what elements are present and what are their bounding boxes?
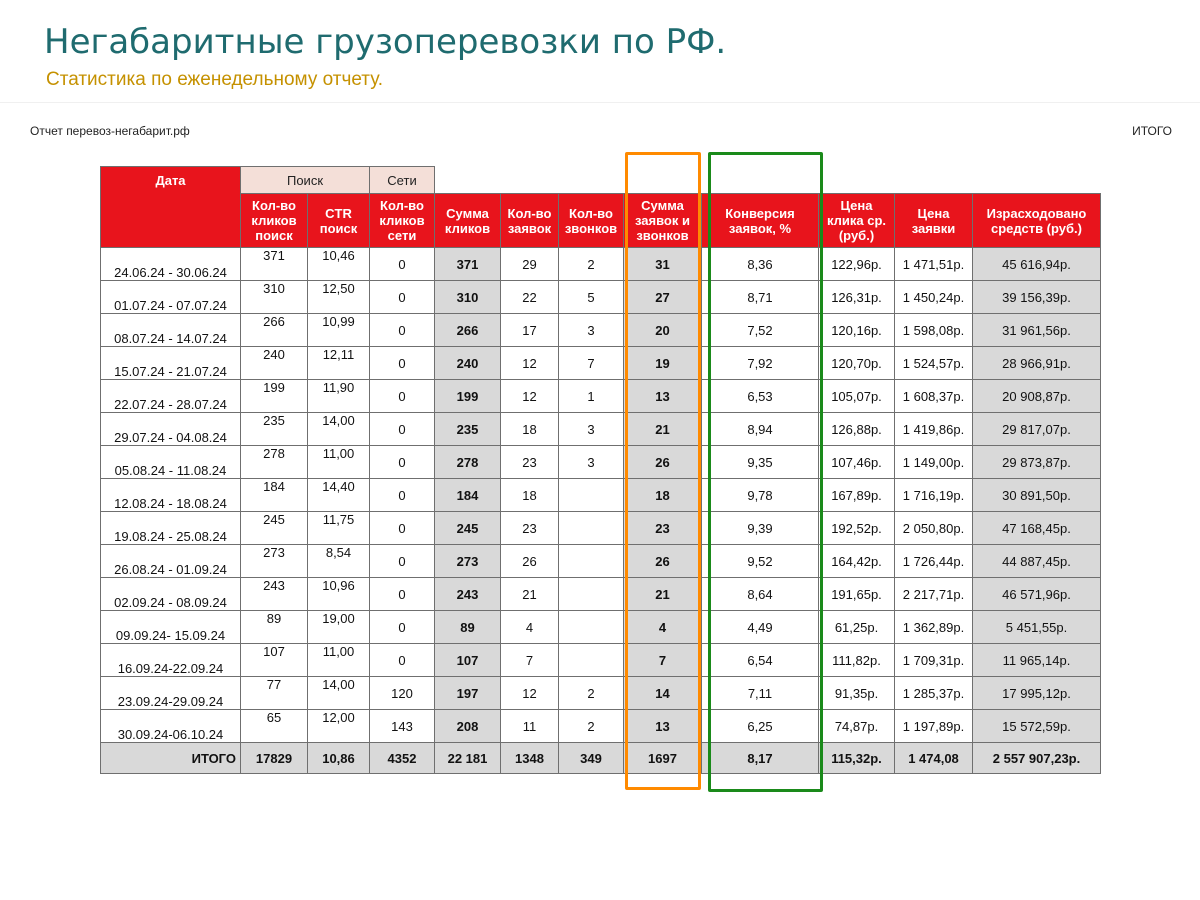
total-clicks-cell: 235: [435, 413, 501, 446]
spent-cell: 17 995,12р.: [973, 677, 1101, 710]
requests-calls-cell: 18: [624, 479, 702, 512]
conversion-cell: 7,92: [702, 347, 819, 380]
calls-cell: [559, 512, 624, 545]
spent-cell: 39 156,39р.: [973, 281, 1101, 314]
requests-cell: 11: [501, 710, 559, 743]
conversion-cell: 6,25: [702, 710, 819, 743]
request-price-cell: 1 716,19р.: [895, 479, 973, 512]
conversion-cell: 6,53: [702, 380, 819, 413]
request-price-cell: 1 726,44р.: [895, 545, 973, 578]
conversion-cell: 8,64: [702, 578, 819, 611]
click-price-cell: 126,88р.: [819, 413, 895, 446]
search-clicks-cell: 240: [241, 347, 308, 380]
requests-cell: 12: [501, 380, 559, 413]
ctr-cell: 14,40: [308, 479, 370, 512]
network-clicks-cell: 0: [370, 248, 435, 281]
requests-calls-cell: 14: [624, 677, 702, 710]
total-clicks-cell: 310: [435, 281, 501, 314]
calls-cell: 2: [559, 677, 624, 710]
click-price-cell: 107,46р.: [819, 446, 895, 479]
total-requests: 1348: [501, 743, 559, 774]
total-request-price: 1 474,08: [895, 743, 973, 774]
network-clicks-cell: 0: [370, 644, 435, 677]
click-price-cell: 122,96р.: [819, 248, 895, 281]
date-cell: 19.08.24 - 25.08.24: [101, 512, 241, 545]
search-clicks-cell: 184: [241, 479, 308, 512]
header-click-price: Цена клика ср. (руб.): [819, 194, 895, 248]
calls-cell: 3: [559, 413, 624, 446]
network-clicks-cell: 0: [370, 380, 435, 413]
header-group-search: Поиск: [241, 167, 370, 194]
page-subtitle: Статистика по еженедельному отчету.: [46, 69, 384, 90]
date-cell: 08.07.24 - 14.07.24: [101, 314, 241, 347]
total-label-cell: ИТОГО: [101, 743, 241, 774]
request-price-cell: 1 285,37р.: [895, 677, 973, 710]
report-source-label: Отчет перевоз-негабарит.рф: [30, 124, 190, 138]
header-group-row: [101, 167, 1101, 194]
date-cell: 22.07.24 - 28.07.24: [101, 380, 241, 413]
total-click-price: 115,32р.: [819, 743, 895, 774]
total-clicks-cell: 243: [435, 578, 501, 611]
request-price-cell: 2 050,80р.: [895, 512, 973, 545]
request-price-cell: 1 362,89р.: [895, 611, 973, 644]
total-total-clicks: 22 181: [435, 743, 501, 774]
total-row: [101, 743, 1101, 774]
search-clicks-cell: 245: [241, 512, 308, 545]
search-clicks-cell: 65: [241, 710, 308, 743]
header-search-clicks: Кол-во кликов поиск: [241, 194, 308, 248]
requests-cell: 22: [501, 281, 559, 314]
total-clicks-cell: 107: [435, 644, 501, 677]
network-clicks-cell: 0: [370, 446, 435, 479]
calls-cell: [559, 479, 624, 512]
spent-cell: 46 571,96р.: [973, 578, 1101, 611]
total-calls: 349: [559, 743, 624, 774]
date-cell: 16.09.24-22.09.24: [101, 644, 241, 677]
conversion-cell: 9,35: [702, 446, 819, 479]
conversion-cell: 7,52: [702, 314, 819, 347]
header-spacer: [435, 167, 1101, 194]
network-clicks-cell: 143: [370, 710, 435, 743]
table-row: [101, 512, 1101, 545]
ctr-cell: 10,99: [308, 314, 370, 347]
request-price-cell: 1 524,57р.: [895, 347, 973, 380]
click-price-cell: 91,35р.: [819, 677, 895, 710]
requests-cell: 29: [501, 248, 559, 281]
click-price-cell: 167,89р.: [819, 479, 895, 512]
ctr-cell: 14,00: [308, 413, 370, 446]
network-clicks-cell: 0: [370, 347, 435, 380]
requests-calls-cell: 20: [624, 314, 702, 347]
total-requests-calls: 1697: [624, 743, 702, 774]
total-clicks-cell: 273: [435, 545, 501, 578]
requests-cell: 12: [501, 347, 559, 380]
conversion-cell: 8,36: [702, 248, 819, 281]
click-price-cell: 164,42р.: [819, 545, 895, 578]
table-row: [101, 611, 1101, 644]
search-clicks-cell: 243: [241, 578, 308, 611]
conversion-cell: 7,11: [702, 677, 819, 710]
search-clicks-cell: 89: [241, 611, 308, 644]
header-row: [101, 194, 1101, 248]
search-clicks-cell: 235: [241, 413, 308, 446]
total-clicks-cell: 266: [435, 314, 501, 347]
requests-cell: 21: [501, 578, 559, 611]
spent-cell: 44 887,45р.: [973, 545, 1101, 578]
click-price-cell: 74,87р.: [819, 710, 895, 743]
request-price-cell: 2 217,71р.: [895, 578, 973, 611]
network-clicks-cell: 0: [370, 611, 435, 644]
requests-calls-cell: 13: [624, 380, 702, 413]
ctr-cell: 19,00: [308, 611, 370, 644]
requests-cell: 23: [501, 512, 559, 545]
conversion-cell: 9,78: [702, 479, 819, 512]
conversion-cell: 6,54: [702, 644, 819, 677]
total-ctr: 10,86: [308, 743, 370, 774]
requests-calls-cell: 26: [624, 545, 702, 578]
spent-cell: 15 572,59р.: [973, 710, 1101, 743]
ctr-cell: 12,00: [308, 710, 370, 743]
total-corner-label: ИТОГО: [1132, 124, 1172, 138]
date-cell: 26.08.24 - 01.09.24: [101, 545, 241, 578]
ctr-cell: 11,75: [308, 512, 370, 545]
search-clicks-cell: 273: [241, 545, 308, 578]
header-conversion: Конверсия заявок, %: [702, 194, 819, 248]
ctr-cell: 10,96: [308, 578, 370, 611]
network-clicks-cell: 0: [370, 479, 435, 512]
requests-cell: 7: [501, 644, 559, 677]
header-total-clicks: Сумма кликов: [435, 194, 501, 248]
page-header: [0, 0, 1200, 103]
click-price-cell: 120,70р.: [819, 347, 895, 380]
ctr-cell: 11,00: [308, 644, 370, 677]
header-requests-calls: Сумма заявок и звонков: [624, 194, 702, 248]
calls-cell: [559, 644, 624, 677]
request-price-cell: 1 450,24р.: [895, 281, 973, 314]
calls-cell: [559, 578, 624, 611]
table-row: [101, 347, 1101, 380]
calls-cell: [559, 545, 624, 578]
requests-cell: 26: [501, 545, 559, 578]
click-price-cell: 61,25р.: [819, 611, 895, 644]
network-clicks-cell: 120: [370, 677, 435, 710]
total-clicks-cell: 199: [435, 380, 501, 413]
requests-calls-cell: 27: [624, 281, 702, 314]
spent-cell: 45 616,94р.: [973, 248, 1101, 281]
conversion-cell: 9,52: [702, 545, 819, 578]
date-cell: 01.07.24 - 07.07.24: [101, 281, 241, 314]
table-row: [101, 380, 1101, 413]
conversion-cell: 8,71: [702, 281, 819, 314]
calls-cell: 2: [559, 248, 624, 281]
search-clicks-cell: 77: [241, 677, 308, 710]
weekly-report-table: [100, 166, 1101, 774]
network-clicks-cell: 0: [370, 545, 435, 578]
requests-calls-cell: 31: [624, 248, 702, 281]
request-price-cell: 1 709,31р.: [895, 644, 973, 677]
header-ctr: CTR поиск: [308, 194, 370, 248]
table-body: [101, 248, 1101, 774]
total-network-clicks: 4352: [370, 743, 435, 774]
request-price-cell: 1 197,89р.: [895, 710, 973, 743]
click-price-cell: 192,52р.: [819, 512, 895, 545]
calls-cell: 5: [559, 281, 624, 314]
calls-cell: 3: [559, 446, 624, 479]
network-clicks-cell: 0: [370, 512, 435, 545]
request-price-cell: 1 471,51р.: [895, 248, 973, 281]
request-price-cell: 1 149,00р.: [895, 446, 973, 479]
date-cell: 02.09.24 - 08.09.24: [101, 578, 241, 611]
total-clicks-cell: 184: [435, 479, 501, 512]
click-price-cell: 191,65р.: [819, 578, 895, 611]
total-spent: 2 557 907,23р.: [973, 743, 1101, 774]
requests-calls-cell: 7: [624, 644, 702, 677]
total-search-clicks: 17829: [241, 743, 308, 774]
page-title: Негабаритные грузоперевозки по РФ.: [44, 22, 727, 62]
table-row: [101, 644, 1101, 677]
header-group-networks: Сети: [370, 167, 435, 194]
requests-cell: 18: [501, 479, 559, 512]
ctr-cell: 8,54: [308, 545, 370, 578]
ctr-cell: 11,90: [308, 380, 370, 413]
spent-cell: 28 966,91р.: [973, 347, 1101, 380]
request-price-cell: 1 608,37р.: [895, 380, 973, 413]
date-cell: 15.07.24 - 21.07.24: [101, 347, 241, 380]
spent-cell: 29 873,87р.: [973, 446, 1101, 479]
ctr-cell: 12,11: [308, 347, 370, 380]
ctr-cell: 11,00: [308, 446, 370, 479]
click-price-cell: 126,31р.: [819, 281, 895, 314]
table-row: [101, 710, 1101, 743]
table-row: [101, 314, 1101, 347]
requests-calls-cell: 26: [624, 446, 702, 479]
spent-cell: 30 891,50р.: [973, 479, 1101, 512]
table-row: [101, 578, 1101, 611]
requests-cell: 12: [501, 677, 559, 710]
total-conversion: 8,17: [702, 743, 819, 774]
calls-cell: 7: [559, 347, 624, 380]
date-cell: 12.08.24 - 18.08.24: [101, 479, 241, 512]
spent-cell: 11 965,14р.: [973, 644, 1101, 677]
date-cell: 09.09.24- 15.09.24: [101, 611, 241, 644]
calls-cell: 2: [559, 710, 624, 743]
requests-cell: 23: [501, 446, 559, 479]
requests-cell: 4: [501, 611, 559, 644]
date-cell: 24.06.24 - 30.06.24: [101, 248, 241, 281]
ctr-cell: 10,46: [308, 248, 370, 281]
total-clicks-cell: 245: [435, 512, 501, 545]
conversion-cell: 4,49: [702, 611, 819, 644]
search-clicks-cell: 266: [241, 314, 308, 347]
network-clicks-cell: 0: [370, 413, 435, 446]
ctr-cell: 14,00: [308, 677, 370, 710]
requests-calls-cell: 13: [624, 710, 702, 743]
table-row: [101, 413, 1101, 446]
spent-cell: 20 908,87р.: [973, 380, 1101, 413]
total-clicks-cell: 197: [435, 677, 501, 710]
request-price-cell: 1 419,86р.: [895, 413, 973, 446]
click-price-cell: 120,16р.: [819, 314, 895, 347]
header-date: Дата: [101, 167, 241, 248]
table-row: [101, 446, 1101, 479]
table-row: [101, 677, 1101, 710]
header-request-price: Цена заявки: [895, 194, 973, 248]
date-cell: 30.09.24-06.10.24: [101, 710, 241, 743]
network-clicks-cell: 0: [370, 314, 435, 347]
date-cell: 29.07.24 - 04.08.24: [101, 413, 241, 446]
table-row: [101, 248, 1101, 281]
date-cell: 23.09.24-29.09.24: [101, 677, 241, 710]
spent-cell: 31 961,56р.: [973, 314, 1101, 347]
calls-cell: 3: [559, 314, 624, 347]
header-requests: Кол-во заявок: [501, 194, 559, 248]
spent-cell: 5 451,55р.: [973, 611, 1101, 644]
table-row: [101, 545, 1101, 578]
table-row: [101, 479, 1101, 512]
calls-cell: 1: [559, 380, 624, 413]
click-price-cell: 111,82р.: [819, 644, 895, 677]
click-price-cell: 105,07р.: [819, 380, 895, 413]
search-clicks-cell: 199: [241, 380, 308, 413]
network-clicks-cell: 0: [370, 281, 435, 314]
calls-cell: [559, 611, 624, 644]
search-clicks-cell: 371: [241, 248, 308, 281]
total-clicks-cell: 208: [435, 710, 501, 743]
requests-calls-cell: 23: [624, 512, 702, 545]
requests-calls-cell: 19: [624, 347, 702, 380]
table-row: [101, 281, 1101, 314]
header-network-clicks: Кол-во кликов сети: [370, 194, 435, 248]
header-spent: Израсходовано средств (руб.): [973, 194, 1101, 248]
total-clicks-cell: 89: [435, 611, 501, 644]
conversion-cell: 9,39: [702, 512, 819, 545]
search-clicks-cell: 310: [241, 281, 308, 314]
spent-cell: 47 168,45р.: [973, 512, 1101, 545]
requests-calls-cell: 21: [624, 413, 702, 446]
search-clicks-cell: 278: [241, 446, 308, 479]
network-clicks-cell: 0: [370, 578, 435, 611]
requests-calls-cell: 21: [624, 578, 702, 611]
header-calls: Кол-во звонков: [559, 194, 624, 248]
total-clicks-cell: 240: [435, 347, 501, 380]
requests-cell: 18: [501, 413, 559, 446]
ctr-cell: 12,50: [308, 281, 370, 314]
request-price-cell: 1 598,08р.: [895, 314, 973, 347]
date-cell: 05.08.24 - 11.08.24: [101, 446, 241, 479]
total-clicks-cell: 278: [435, 446, 501, 479]
spent-cell: 29 817,07р.: [973, 413, 1101, 446]
search-clicks-cell: 107: [241, 644, 308, 677]
requests-calls-cell: 4: [624, 611, 702, 644]
requests-cell: 17: [501, 314, 559, 347]
total-clicks-cell: 371: [435, 248, 501, 281]
conversion-cell: 8,94: [702, 413, 819, 446]
